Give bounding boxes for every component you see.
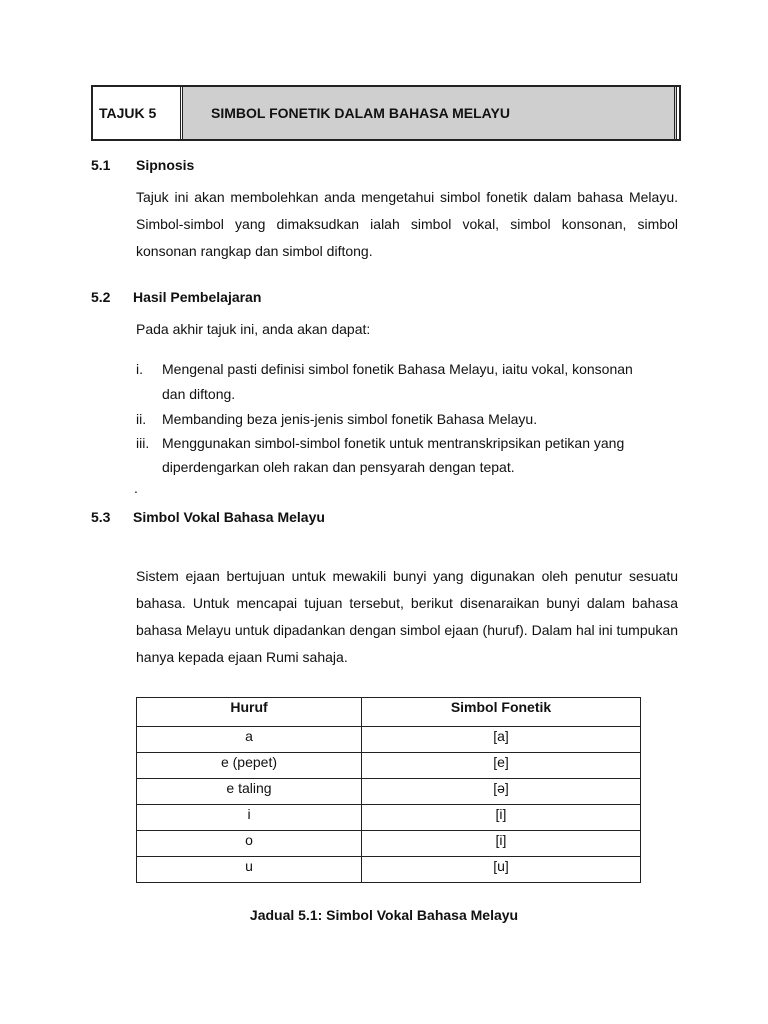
list-text: Menggunakan simbol-simbol fonetik untuk mentranskripsikan petikan yang	[162, 435, 625, 451]
topic-title: SIMBOL FONETIK DALAM BAHASA MELAYU	[183, 87, 677, 139]
list-marker: i.	[136, 361, 143, 377]
list-item	[136, 357, 633, 382]
table-row	[137, 779, 641, 805]
section-5-2-number: 5.2	[91, 289, 111, 305]
table-row	[137, 805, 641, 831]
list-item-continuation: dan diftong.	[162, 386, 236, 402]
cell-simbol: [e]	[362, 753, 641, 779]
vowel-symbol-table	[136, 697, 641, 883]
table-row	[137, 831, 641, 857]
section-5-3-number: 5.3	[91, 509, 111, 525]
cell-simbol: [i]	[362, 831, 641, 857]
list-marker: iii.	[136, 435, 150, 451]
section-5-1-title: Sipnosis	[136, 157, 195, 173]
column-header-huruf: Huruf	[137, 698, 362, 727]
cell-huruf: i	[137, 805, 362, 831]
list-item	[136, 407, 537, 432]
cell-huruf: a	[137, 727, 362, 753]
table-header-row	[137, 698, 641, 727]
table-row	[137, 753, 641, 779]
section-5-3-paragraph: Sistem ejaan bertujuan untuk mewakili bunyi yang digunakan oleh penutur sesuatu bahasa. Untuk mencapai tujuan tersebut, berikut disenaraikan bunyi dalam bahasa bahasa Melayu untuk dipadankan dengan simbol ejaan (huruf). Dalam hal ini tumpukan hanya kepada ejaan Rumi sahaja.	[136, 568, 678, 665]
column-header-simbol-fonetik: Simbol Fonetik	[362, 698, 641, 727]
table-row	[137, 727, 641, 753]
cell-simbol: [a]	[362, 727, 641, 753]
cell-huruf: e taling	[137, 779, 362, 805]
list-text: Membanding beza jenis-jenis simbol fonetik Bahasa Melayu.	[162, 411, 538, 427]
trailing-mark: .	[134, 480, 138, 496]
section-5-1-paragraph: Tajuk ini akan membolehkan anda mengetahui simbol fonetik dalam bahasa Melayu. Simbol-simbol yang dimaksudkan ialah simbol vokal, simbol konsonan, simbol konsonan rangkap dan simbol diftong.	[136, 189, 678, 259]
topic-label: TAJUK 5	[93, 87, 183, 139]
list-item-continuation: diperdengarkan oleh rakan dan pensyarah dengan tepat.	[162, 459, 515, 475]
cell-simbol: [u]	[362, 857, 641, 883]
list-text: Mengenal pasti definisi simbol fonetik Bahasa Melayu, iaitu vokal, konsonan	[162, 361, 633, 377]
section-5-2-title: Hasil Pembelajaran	[133, 289, 262, 305]
list-marker: ii.	[136, 411, 147, 427]
section-5-2-intro: Pada akhir tajuk ini, anda akan dapat:	[136, 321, 371, 337]
cell-simbol: [i]	[362, 805, 641, 831]
section-5-3-title: Simbol Vokal Bahasa Melayu	[133, 509, 325, 525]
list-item	[136, 431, 624, 456]
section-5-1-number: 5.1	[91, 157, 111, 173]
cell-huruf: u	[137, 857, 362, 883]
topic-header	[91, 85, 681, 141]
cell-huruf: o	[137, 831, 362, 857]
cell-simbol: [ə]	[362, 779, 641, 805]
table-row	[137, 857, 641, 883]
table-caption: Jadual 5.1: Simbol Vokal Bahasa Melayu	[249, 907, 519, 923]
cell-huruf: e (pepet)	[137, 753, 362, 779]
